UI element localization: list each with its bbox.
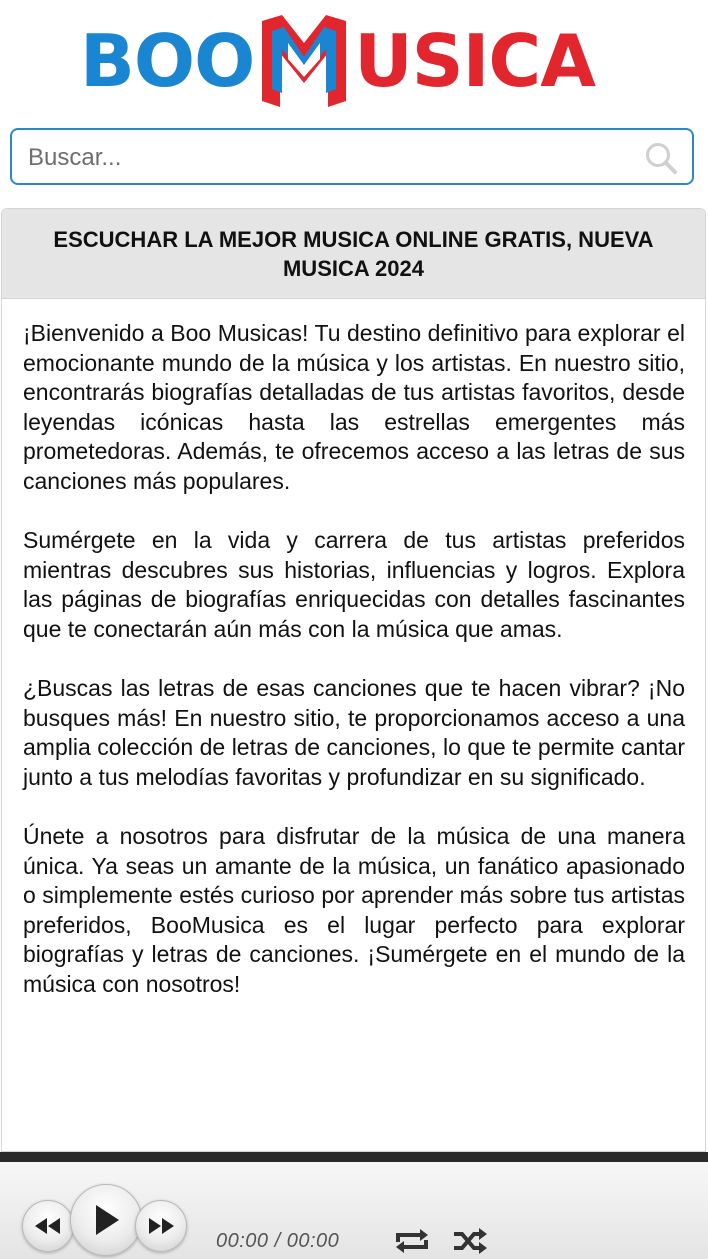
- time-separator: /: [274, 1230, 281, 1252]
- rewind-icon: [35, 1218, 61, 1234]
- logo-text-usica: USICA: [354, 19, 595, 103]
- brand-logo[interactable]: [80, 12, 636, 110]
- play-icon: [93, 1205, 119, 1235]
- intro-paragraph: ¿Buscas las letras de esas canciones que te hacen vibrar? ¡No busques más! En nuestro sitio, te proporcionamos acceso a una amplia colección de letras de canciones, lo que te permite cantar junto a tus melodías favoritas y profundizar en su significado.: [23, 675, 685, 790]
- intro-paragraph: ¡Bienvenido a Boo Musicas! Tu destino definitivo para explorar el emocionante mundo de la música y los artistas. En nuestro sitio, encontrarás biografías detalladas de tus artistas favoritos, desde leyendas icónicas hasta las estrellas emergentes más prometedoras. Además, te ofrecemos acceso a las letras de sus canciones más populares.: [23, 320, 685, 494]
- current-time: 00:00: [216, 1230, 269, 1252]
- logo-m-mark-icon: [258, 13, 350, 109]
- intro-card: [1, 208, 706, 1152]
- time-display: [216, 1230, 339, 1253]
- duration: 00:00: [286, 1230, 340, 1252]
- card-body: [2, 299, 705, 999]
- site-header: [0, 0, 708, 122]
- next-button[interactable]: [135, 1200, 187, 1252]
- intro-paragraph: Sumérgete en la vida y carrera de tus artistas preferidos mientras descubres sus historias, influencias y logros. Explora las páginas de biografías enriquecidas con detalles fascinantes que te conectarán aún más con la música que amas.: [23, 527, 685, 642]
- card-header: [2, 209, 705, 299]
- search-bar: [10, 128, 694, 185]
- play-button[interactable]: [70, 1184, 142, 1256]
- shuffle-icon[interactable]: [452, 1228, 488, 1254]
- logo-text-boo: BOO: [80, 19, 255, 103]
- audio-player: [0, 1152, 708, 1259]
- fast-forward-icon: [148, 1218, 174, 1234]
- repeat-icon[interactable]: [394, 1228, 430, 1254]
- search-icon[interactable]: [644, 141, 678, 175]
- intro-paragraph: Únete a nosotros para disfrutar de la música de una manera única. Ya seas un amante de la música, un fanático apasionado o simplemente estés curioso por aprender más sobre tus artistas preferidos, BooMusica es el lugar perfecto para explorar biografías y letras de canciones. ¡Sumérgete en el mundo de la música con nosotros!: [23, 823, 685, 997]
- previous-button[interactable]: [22, 1200, 74, 1252]
- search-input[interactable]: [26, 138, 630, 178]
- page-title: ESCUCHAR LA MEJOR MUSICA ONLINE GRATIS, NUEVA MUSICA 2024: [53, 226, 654, 281]
